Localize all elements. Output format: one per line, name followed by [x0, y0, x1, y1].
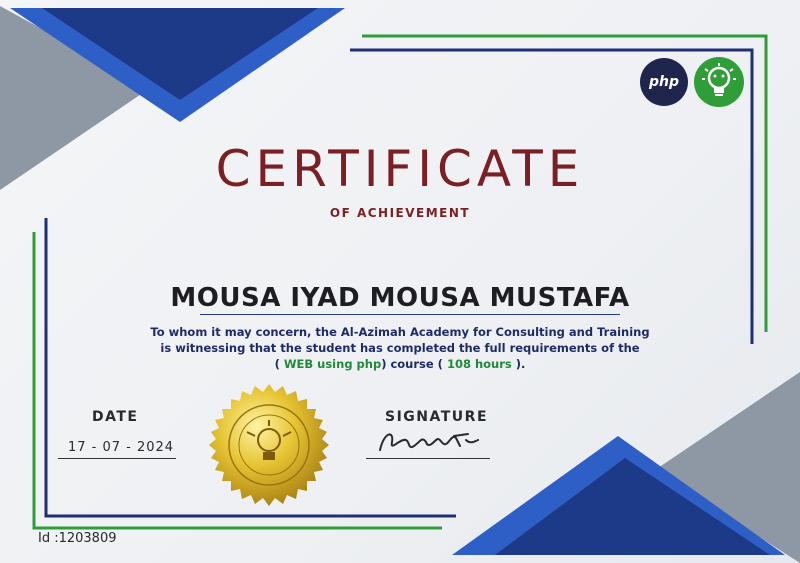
- seal-starburst: [209, 384, 329, 506]
- certificate-subtitle: OF ACHIEVEMENT: [329, 206, 471, 220]
- body-line-3-suffix: ).: [511, 357, 526, 371]
- recipient-underline: [200, 314, 620, 315]
- php-logo-text: php: [648, 74, 679, 90]
- certificate-body: [120, 324, 680, 372]
- signature-label: SIGNATURE: [385, 409, 489, 425]
- body-line-3-prefix: (: [274, 357, 284, 371]
- certificate-title: CERTIFICATE: [215, 140, 585, 198]
- lightbulb-icon: [694, 57, 744, 107]
- body-line-1: To whom it may concern, the Al-Azimah Academy for Consulting and Training: [150, 325, 650, 339]
- php-logo: [640, 58, 688, 106]
- gold-seal: [205, 382, 333, 510]
- date-label: DATE: [92, 409, 139, 425]
- course-hours: 108 hours: [446, 357, 512, 371]
- body-line-3: [120, 356, 680, 372]
- recipient-name: MOUSA IYAD MOUSA MUSTAFA: [170, 283, 630, 313]
- course-name: WEB using php: [283, 357, 382, 371]
- certificate-id: Id :1203809: [38, 531, 117, 546]
- body-line-2: is witnessing that the student has completed the full requirements of the: [160, 341, 640, 355]
- body-line-3-middle: ) course (: [381, 357, 447, 371]
- handwritten-signature: [370, 424, 490, 458]
- date-value: 17 - 07 - 2024: [68, 440, 175, 455]
- date-underline: [58, 458, 176, 459]
- signature-underline: [366, 458, 490, 459]
- academy-bulb-logo: [694, 57, 744, 107]
